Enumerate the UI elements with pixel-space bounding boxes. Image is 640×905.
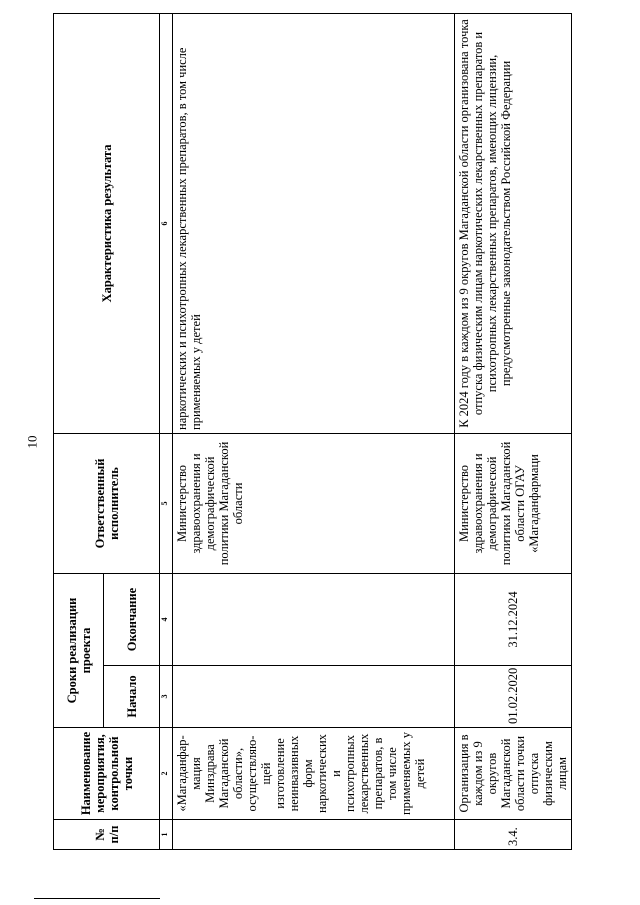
row-executor: Министерство здравоохранения и демографической политики Магаданской области <box>173 433 455 573</box>
row-num <box>173 820 455 850</box>
column-index: 2 <box>160 728 173 820</box>
header-result: Характеристика результата <box>54 13 160 433</box>
row-name: «Магаданфар-мация Минздрава Магаданской области», осуществляю-щей изготовление неинвазивных форм наркотических и психотропных лекарственных препаратов, в том числе применяемых у детей <box>173 728 455 820</box>
header-terms: Сроки реализации проекта <box>54 573 104 727</box>
row-result: К 2024 году в каждом из 9 округов Магаданской области организована точка отпуска физическим лицам наркотических лекарственных препаратов и психотропных лекарственных препаратов, имеющих лицензии, предусмотренные законодательством Российской Федерации <box>455 13 572 433</box>
row-start: 01.02.2020 <box>455 666 572 728</box>
row-num: 3.4. <box>455 820 572 850</box>
row-start <box>173 666 455 728</box>
header-start: Начало <box>104 666 160 728</box>
column-index: 5 <box>160 433 173 573</box>
row-executor: Министерство здравоохранения и демографической политики Магаданской области ОГАУ «Магаданфармаци <box>455 433 572 573</box>
header-name: Наименование мероприятия, контрольной точки <box>54 728 160 820</box>
page-number: 10 <box>24 435 40 449</box>
activities-table-container <box>53 14 569 850</box>
table-row <box>455 13 572 849</box>
column-index: 1 <box>160 820 173 850</box>
activities-table <box>53 13 572 850</box>
header-end: Окончание <box>104 573 160 665</box>
row-end: 31.12.2024 <box>455 573 572 665</box>
column-index-row <box>160 13 173 849</box>
header-executor: Ответственный исполнитель <box>54 433 160 573</box>
table-row <box>173 13 455 849</box>
row-end <box>173 573 455 665</box>
header-row-1 <box>54 13 104 849</box>
header-num: № п/п <box>54 820 160 850</box>
row-result: наркотических и психотропных лекарственных препаратов, в том числе применяемых у детей <box>173 13 455 433</box>
column-index: 6 <box>160 13 173 433</box>
row-name: Организация в каждом из 9 округов Магаданской области точки отпуска физическим лицам <box>455 728 572 820</box>
footnote-rule <box>34 898 160 899</box>
column-index: 3 <box>160 666 173 728</box>
column-index: 4 <box>160 573 173 665</box>
